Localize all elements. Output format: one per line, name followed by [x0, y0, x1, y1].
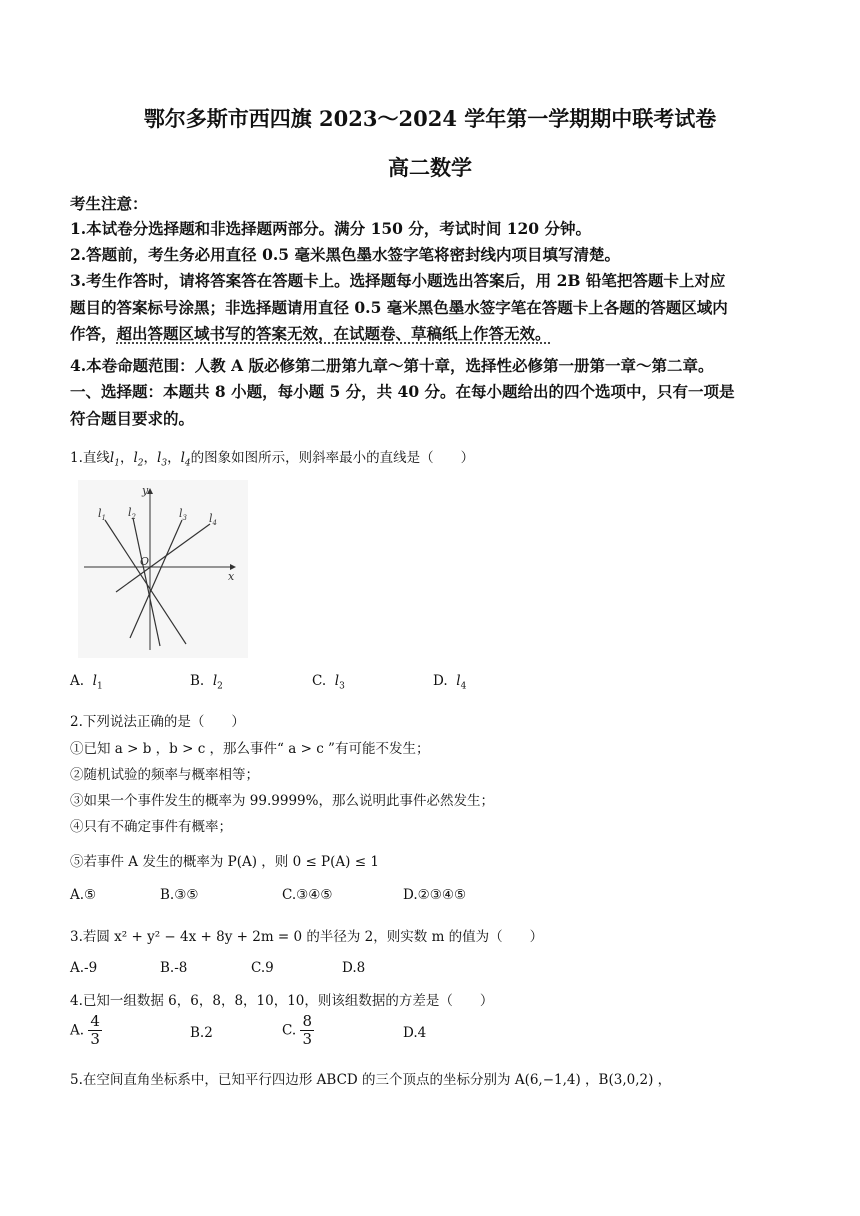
notice-item-3-line-1: 3.考生作答时，请将答案答在答题卡上。选择题每小题选出答案后，用 2B 铅笔把答题卡上对应 [70, 271, 726, 290]
q4-option-d: D.4 [403, 1025, 427, 1041]
y-axis-label: y [142, 484, 149, 497]
notice-item-4: 4.本卷命题范围：人教 A 版必修第二册第九章～第十章，选择性必修第一册第一章～第二章。 [70, 356, 714, 375]
figure-background [78, 480, 248, 658]
exam-title: 鄂尔多斯市西四旗 2023～2024 学年第一学期期中联考试卷 [143, 106, 717, 131]
notice-item-1: 1.本试卷分选择题和非选择题两部分。满分 150 分，考试时间 120 分钟。 [70, 219, 591, 238]
q1-var-l2: $l_2$ [133, 450, 144, 469]
notice-heading: 考生注意： [70, 194, 148, 213]
q2-statement-1: ①已知 a > b ，b > c ，那么事件“ a > c ”有可能不发生； [70, 741, 430, 757]
q2-statement-2: ②随机试验的频率与概率相等； [70, 767, 259, 783]
q4-option-a: A. $\frac{4}{3}$ [70, 1012, 100, 1048]
label-l1: $l_1$ [98, 507, 106, 522]
q1-figure [78, 480, 248, 658]
q1-var-l3: $l_3$ [157, 450, 168, 469]
label-l2: $l_2$ [128, 506, 136, 521]
q1-var-l1: $l_1$ [109, 450, 120, 469]
label-l4: $l_4$ [209, 512, 217, 527]
notice-item-3-line-3 [70, 322, 551, 344]
exam-subtitle: 高二数学 [388, 155, 472, 180]
q1-option-c: C. $l_3$ [312, 673, 345, 692]
section-1-heading-line-2: 符合题目要求的。 [70, 409, 195, 428]
q1-stem-post: 的图象如图所示，则斜率最小的直线是（ ） [190, 450, 475, 466]
q4-stem: 4.已知一组数据 6，6，8，8，10，10，则该组数据的方差是（ ） [70, 993, 494, 1009]
q3-option-a: A.-9 [70, 960, 98, 976]
q1-stem: 1.直线$l_1$，$l_2$，$l_3$，$l_4$的图象如图所示，则斜率最小的直线是（ ） [70, 450, 475, 469]
x-axis-label: x [228, 570, 235, 583]
q3-option-d: D.8 [342, 960, 366, 976]
q1-option-a: A. $l_1$ [70, 673, 103, 692]
q1-stem-pre: 1.直线 [70, 450, 110, 466]
q4-option-b: B.2 [190, 1025, 213, 1041]
q3-option-b: B.-8 [160, 960, 188, 976]
q2-option-d: D.②③④⑤ [403, 887, 467, 903]
notice-item-3-line-3-pre: 作答， [70, 324, 117, 343]
q2-option-c: C.③④⑤ [282, 887, 333, 903]
label-l3: $l_3$ [179, 507, 187, 522]
notice-item-3-emphasis: 超出答题区域书写的答案无效，在试题卷、草稿纸上作答无效。 [116, 324, 551, 343]
q2-stem: 2.下列说法正确的是（ ） [70, 714, 245, 730]
q2-option-a: A.⑤ [70, 887, 97, 903]
q1-var-l4: $l_4$ [180, 450, 191, 469]
q3-stem: 3.若圆 x² + y² − 4x + 8y + 2m = 0 的半径为 2，则实数 m 的值为（ ） [70, 929, 544, 945]
q1-option-b: B. $l_2$ [190, 673, 223, 692]
notice-item-3-line-2: 题目的答案标号涂黑；非选择题请用直径 0.5 毫米黑色墨水签字笔在答题卡上各题的答题区域内 [70, 298, 728, 317]
q4-option-c: C. $\frac{8}{3}$ [282, 1012, 312, 1048]
q1-option-d: D. $l_4$ [433, 673, 467, 692]
notice-item-2: 2.答题前，考生务必用直径 0.5 毫米黑色墨水签字笔将密封线内项目填写清楚。 [70, 245, 620, 264]
q3-option-c: C.9 [251, 960, 274, 976]
q2-statement-4: ④只有不确定事件有概率； [70, 819, 232, 835]
section-1-heading-line-1: 一、选择题：本题共 8 小题，每小题 5 分，共 40 分。在每小题给出的四个选项中，只有一项是 [70, 382, 735, 401]
q5-stem: 5.在空间直角坐标系中，已知平行四边形 ABCD 的三个顶点的坐标分别为 A(6,−1,4) ，B(3,0,2) ， [70, 1072, 672, 1088]
origin-label: O [140, 555, 150, 568]
q2-statement-5: ⑤若事件 A 发生的概率为 P(A) ，则 0 ≤ P(A) ≤ 1 [70, 854, 379, 870]
q2-option-b: B.③⑤ [160, 887, 199, 903]
q2-statement-3: ③如果一个事件发生的概率为 99.9999%，那么说明此事件必然发生； [70, 793, 494, 809]
